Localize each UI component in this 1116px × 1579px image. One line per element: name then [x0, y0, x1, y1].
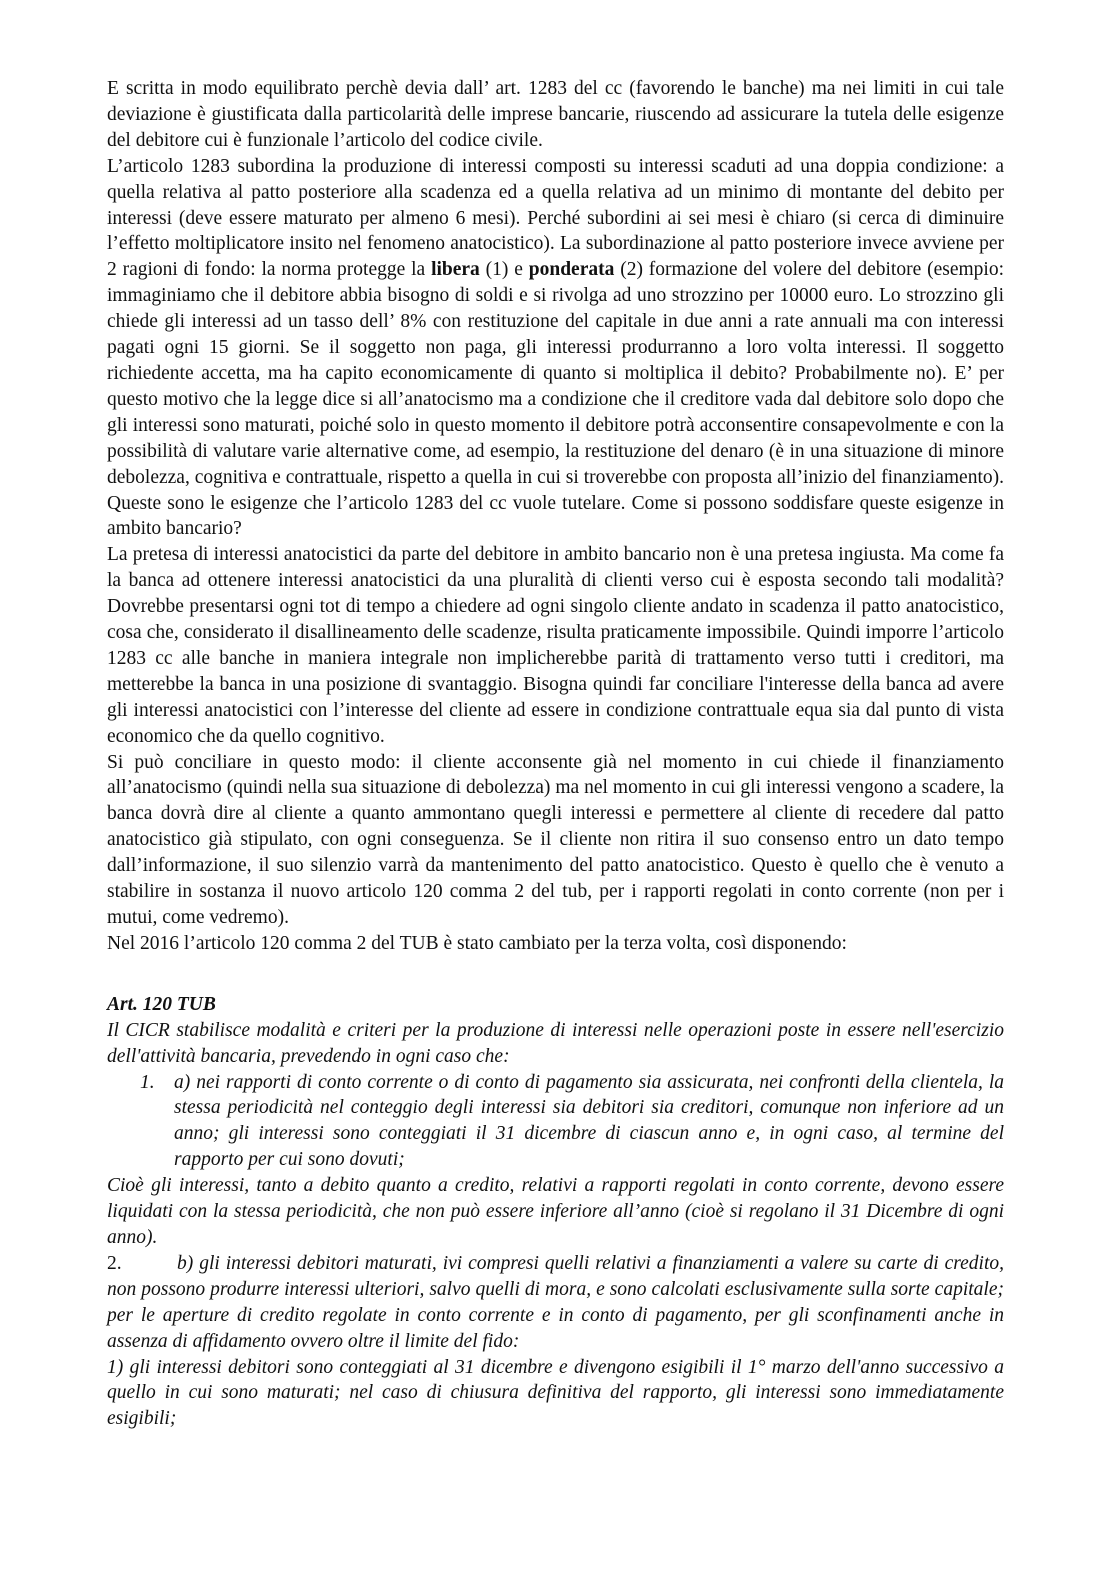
item-number: 2.: [107, 1252, 122, 1274]
bold-term-ponderata: ponderata: [528, 259, 615, 281]
article-intro: Il CICR stabilisce modalità e criteri per la produzione di interessi nelle operazioni poste in essere nell'esercizio dell'attività bancaria, prevedendo in ogni caso che:: [107, 1019, 1004, 1067]
page-content: [107, 76, 1004, 1432]
paragraph-2: L’articolo 1283 subordina la produzione di interessi composti su interessi scaduti ad una doppia condizione: a quella relativa al patto posteriore alla scadenza ed a quella relativa ad un minimo di montante del debito per interessi (deve essere maturato per almeno 6 mesi). Perché subordini ai sei mesi è chiaro (si cerca di diminuire l’effetto moltiplicatore insito nel fenomeno anatocistico). La subordinazione al patto posteriore invece avviene per 2 ragioni di fondo: la norma protegge la libera (1) e ponderata (2) formazione del volere del debitore (esempio: immaginiamo che il debitore abbia bisogno di soldi e si rivolga ad uno strozzino per 10000 euro. Lo strozzino gli chiede gli interessi ad un tasso dell’ 8% con restituzione del capitale in due anni a rate annuali ma con interessi pagati ogni 15 giorni. Se il soggetto non paga, gli interessi produrranno a loro volta interessi. Il soggetto richiedente accetta, ma ha capito economicamente di quanto si moltiplica il debito? Probabilmente no). E’ per questo motivo che la legge dice si all’anatocismo ma a condizione che il creditore vada dal debitore solo dopo che gli interessi sono maturati, poiché solo in questo momento il debitore potrà acconsentire consapevolmente e con la possibilità di valutare varie alternative come, ad esempio, la restituzione del denaro (è in una situazione di minore debolezza, cognitiva e contrattuale, rispetto a quella in cui si troverebbe con proposta all’inizio del finanziamento). Queste sono le esigenze che l’articolo 1283 del cc vuole tutelare. Come si possono soddisfare queste esigenze in ambito bancario?: [107, 155, 1004, 540]
article-comment: Cioè gli interessi, tanto a debito quanto a credito, relativi a rapporti regolati in conto corrente, devono essere liquidati con la stessa periodicità, che non può essere inferiore all’anno (cioè si regolano il 31 Dicembre di ogni anno).: [107, 1175, 1004, 1248]
item-text: b) gli interessi debitori maturati, ivi compresi quelli relativi a finanziamenti a valere su carte di credito, non possono produrre interessi ulteriori, salvo quelli di mora, e sono calcolati esclusivamente sulla sorte capitale; per le aperture di credito regolate in conto corrente e in conto di pagamento, per gli sconfinamenti anche in assenza di affidamento ovvero oltre il limite del fido:: [107, 1252, 1004, 1352]
item-number: 1.: [140, 1071, 155, 1093]
bold-term-libera: libera: [431, 259, 480, 281]
item-text: a) nei rapporti di conto corrente o di conto di pagamento sia assicurata, nei confronti della clientela, la stessa periodicità nel conteggio degli interessi sia debitori sia creditori, comunque non inferiore ad un anno; gli interessi sono conteggiati il 31 dicembre di ciascun anno e, in ogni caso, al termine del rapporto per cui sono dovuti;: [174, 1071, 1004, 1171]
article-subitem-1: 1) gli interessi debitori sono conteggiati al 31 dicembre e divengono esigibili il 1° marzo dell'anno successivo a quello in cui sono maturati; nel caso di chiusura definitiva del rapporto, gli interessi sono immediatamente esigibili;: [107, 1356, 1004, 1430]
paragraph-3: La pretesa di interessi anatocistici da parte del debitore in ambito bancario non è una pretesa ingiusta. Ma come fa la banca ad ottenere interessi anatocistici da una pluralità di clienti verso cui è esposta secondo tali modalità? Dovrebbe presentarsi ogni tot di tempo a chiedere ad ogni singolo cliente andato in scadenza il patto anatocistico, cosa che, considerato il disallineamento delle scadenze, risulta praticamente impossibile. Quindi imporre l’articolo 1283 cc alle banche in maniera integrale non implicherebbe parità di trattamento verso tutti i creditori, ma metterebbe la banca in una posizione di svantaggio. Bisogna quindi far conciliare l'interesse della banca ad avere gli interessi anatocistici con l’interesse del cliente ad essere in condizione contrattuale equa sia dal punto di vista economico che da quello cognitivo.: [107, 544, 1004, 747]
paragraph-4: Si può conciliare in questo modo: il cliente acconsente già nel momento in cui chiede il finanziamento all’anatocismo (quindi nella sua situazione di debolezza) ma nel momento in cui gli interessi vengono a scadere, la banca dovrà dire al cliente a quanto ammontano quegli interessi e permettere al cliente di recedere dal patto anatocistico già stipulato, con ogni conseguenza. Se il cliente non ritira il suo consenso entro un dato tempo dall’informazione, il suo silenzio varrà da mantenimento del patto anatocistico. Questo è quello che è venuto a stabilire in sostanza il nuovo articolo 120 comma 2 del tub, per i rapporti regolati in conto corrente (non per i mutui, come vedremo).: [107, 751, 1004, 928]
paragraph-1: E scritta in modo equilibrato perchè devia dall’ art. 1283 del cc (favorendo le banche) ma nei limiti in cui tale deviazione è giustificata dalla particolarità delle imprese bancarie, riuscendo ad assicurare la tutela delle esigenze del debitore cui è funzionale l’articolo del codice civile.: [107, 78, 1004, 151]
paragraph-5: Nel 2016 l’articolo 120 comma 2 del TUB è stato cambiato per la terza volta, così disponendo:: [107, 932, 847, 954]
article-item-1: [107, 1070, 1004, 1174]
article-heading: Art. 120 TUB: [107, 993, 216, 1015]
article-item-2: [107, 1251, 1004, 1355]
